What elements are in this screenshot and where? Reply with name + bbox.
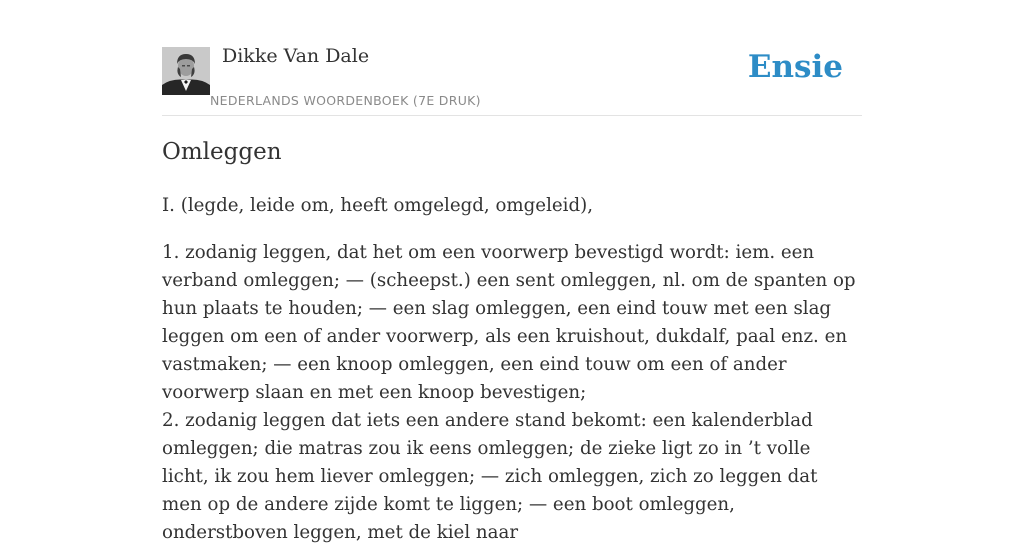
entry-title: Omleggen: [162, 139, 282, 165]
definition-2: 2. zodanig leggen dat iets een andere stand bekomt: een kalenderblad omleggen; die matras zou ik eens omleggen; de zieke ligt zo in ’t volle licht, ik zou hem liever omleggen; — zich omleggen, zich zo leggen dat men op de andere zijde komt te liggen; — een boot omleggen, onderstboven leggen, met de kiel naar: [162, 410, 818, 543]
definitions: [162, 239, 862, 547]
author-portrait-icon: [162, 47, 210, 95]
dictionary-source[interactable]: NEDERLANDS WOORDENBOEK (7E DRUK): [210, 93, 481, 108]
entry-intro: I. (legde, leide om, heeft omgelegd, omgeleid),: [162, 195, 593, 216]
content-column: [162, 0, 862, 543]
brand-logo[interactable]: Ensie: [747, 49, 843, 85]
definition-1: 1. zodanig leggen, dat het om een voorwerp bevestigd wordt: iem. een verband omleggen; — (scheepst.) een sent omleggen, nl. om de spanten op hun plaats te houden; — een slag omleggen, een eind touw met een slag leggen om een of ander voorwerp, als een kruishout, dukdalf, paal enz. en vastmaken; — een knoop omleggen, een eind touw om een of ander voorwerp slaan en met een knoop bevestigen;: [162, 242, 856, 403]
author-name[interactable]: Dikke Van Dale: [222, 45, 370, 67]
author-avatar[interactable]: [162, 47, 210, 95]
entry-header: [162, 0, 862, 116]
